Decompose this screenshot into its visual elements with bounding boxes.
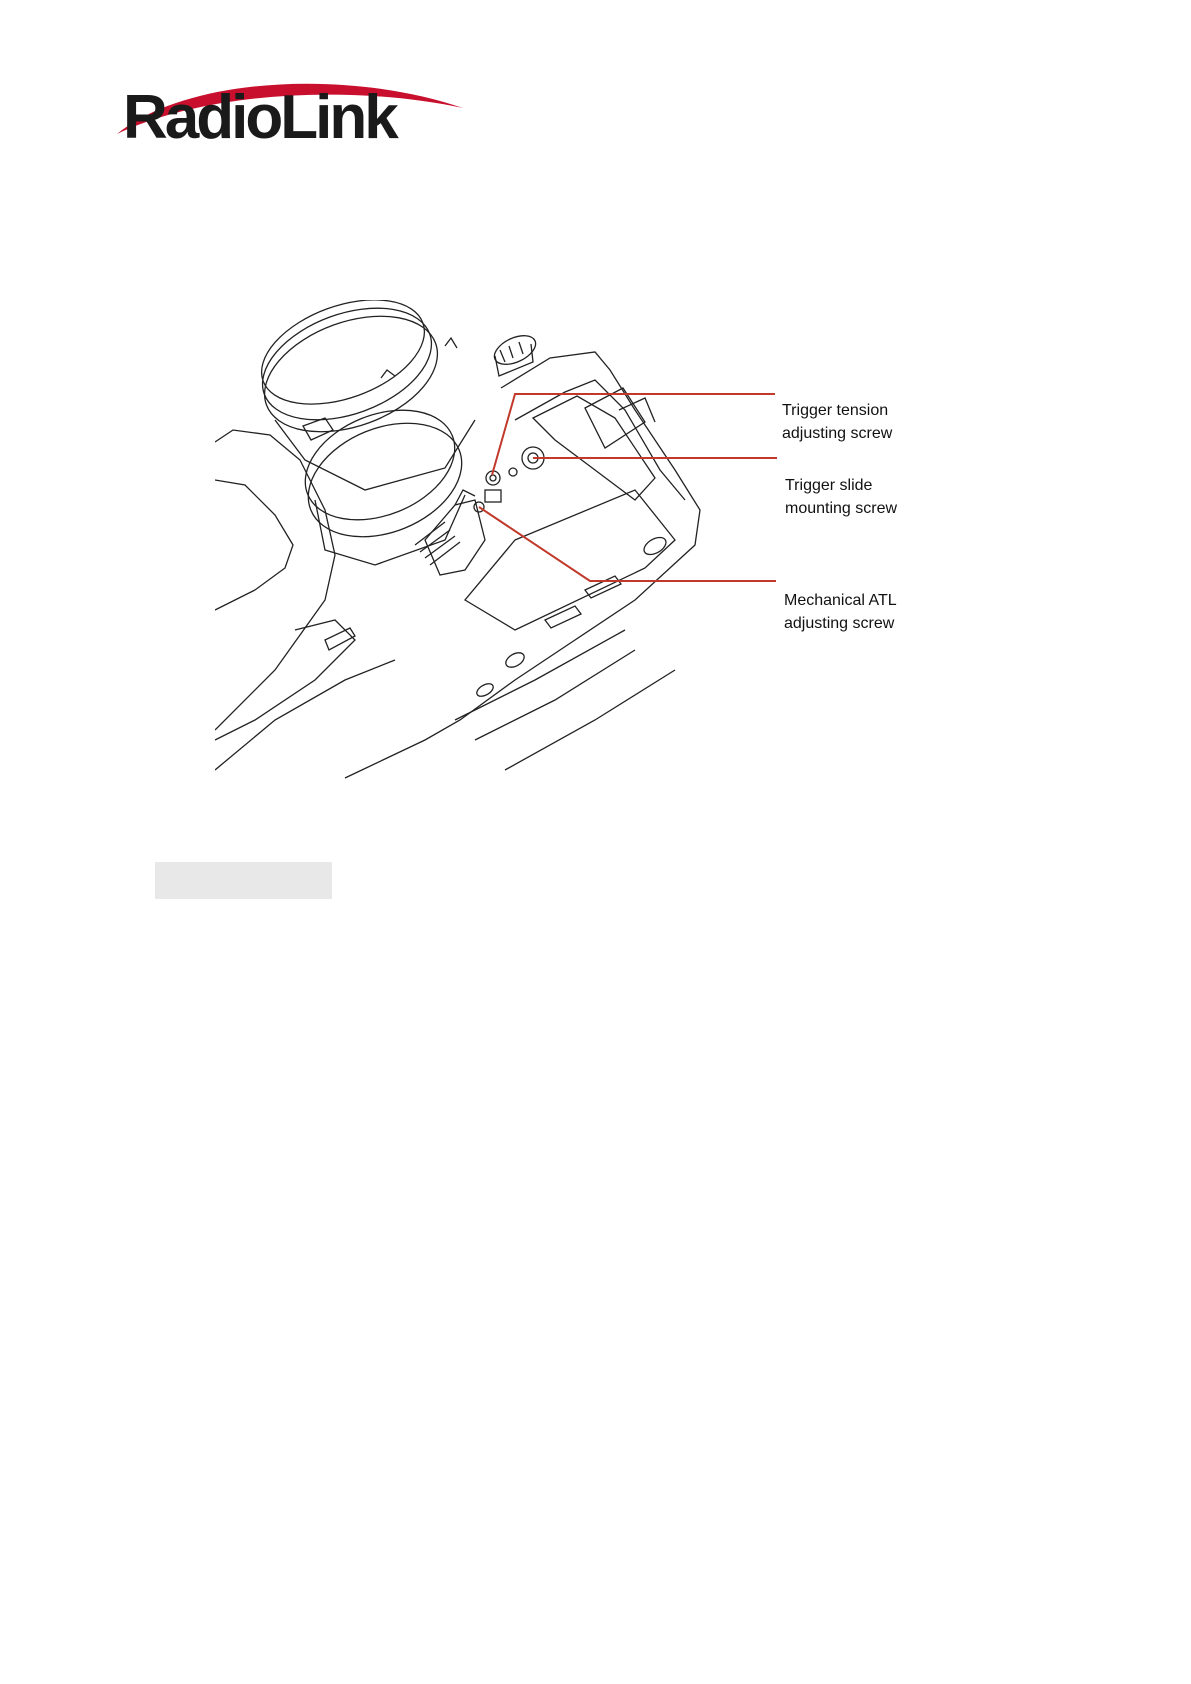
callout-mechanical-atl: Mechanical ATL adjusting screw xyxy=(784,592,897,632)
callout-trigger-slide: Trigger slide mounting screw xyxy=(785,477,898,517)
logo-text: RadioLink xyxy=(123,83,396,150)
wheel-shaft xyxy=(289,389,479,565)
transmitter-body xyxy=(345,352,700,778)
radiolink-logo xyxy=(115,70,465,150)
trigger xyxy=(415,490,485,575)
screws xyxy=(474,447,544,512)
transmitter-trigger-diagram xyxy=(215,300,925,780)
leader-atl xyxy=(479,507,776,581)
caption-box xyxy=(155,862,332,899)
steering-wheel xyxy=(247,300,475,490)
bottom-switches xyxy=(475,534,669,699)
callout-trigger-tension: Trigger tension adjusting screw xyxy=(782,402,893,442)
